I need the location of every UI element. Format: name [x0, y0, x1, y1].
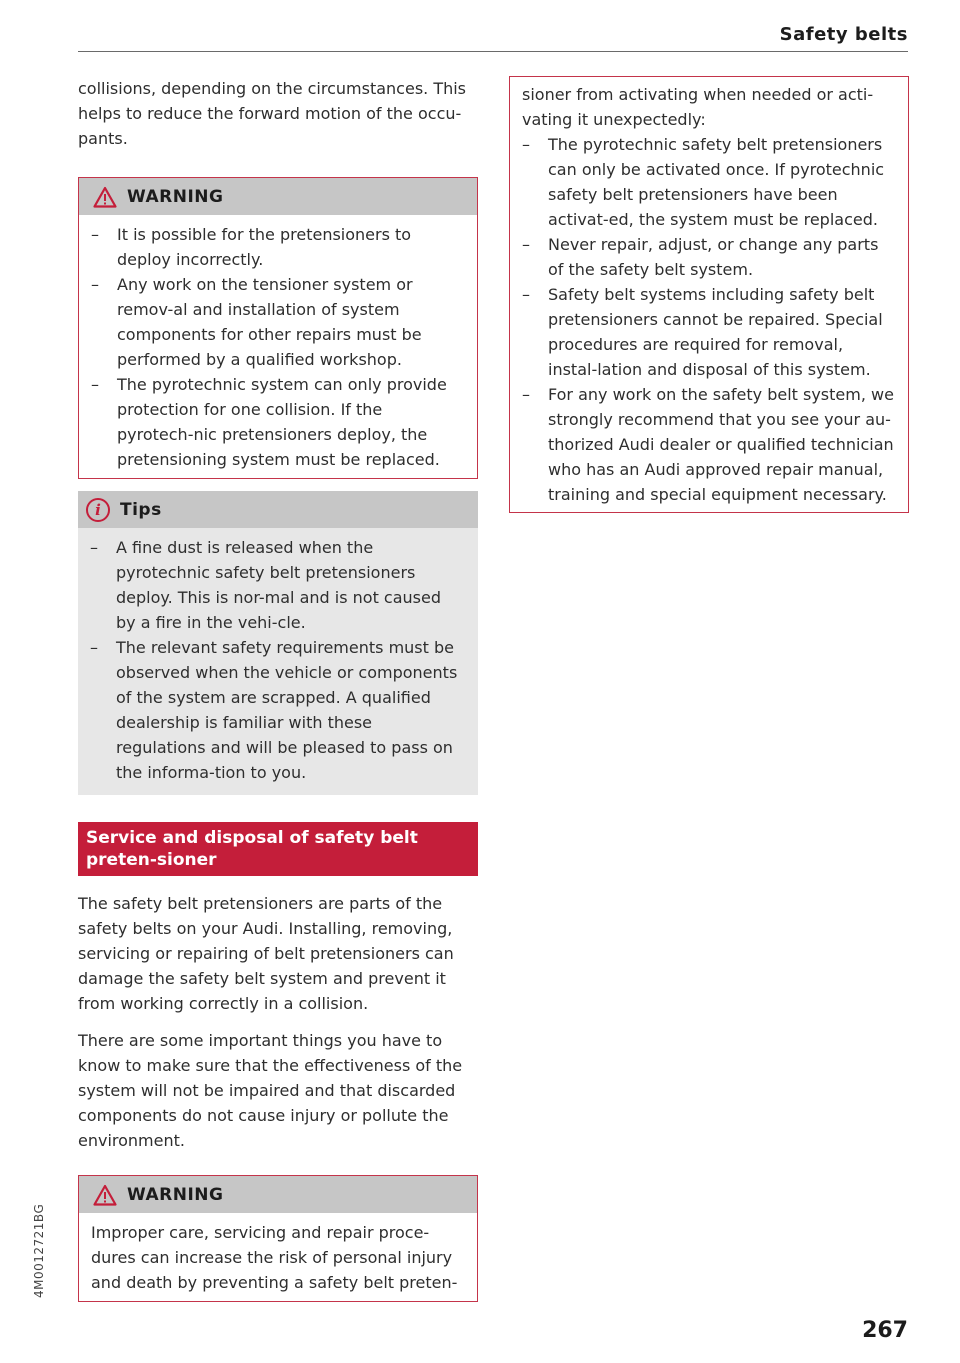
info-icon: i	[86, 498, 110, 522]
body-paragraph-1: The safety belt pretensioners are parts of the safety belts on your Audi. Installing, removing, servicing or repairing of belt pretensioners can damage the safety belt system and prevent it from working correctly in a collision.	[78, 894, 454, 1013]
warning-box-1-header	[79, 178, 477, 215]
tips-box-header	[78, 491, 478, 528]
tips-box-title: Tips	[120, 499, 162, 520]
intro-paragraph: collisions, depending on the circumstances. This helps to reduce the forward motion of the occu-pants.	[78, 79, 467, 148]
header-divider	[78, 51, 908, 52]
warning-continuation-text: sioner from activating when needed or acti-vating it unexpectedly:	[522, 85, 874, 129]
left-column	[78, 76, 478, 1302]
warning-box-2-text: Improper care, servicing and repair proce-dures can increase the risk of personal injury and death by preventing a safety belt preten-	[91, 1223, 458, 1292]
list-item: – Safety belt systems including safety belt pretensioners cannot be repaired. Special procedures are required for removal, instal-lation and disposal of this system.	[522, 282, 894, 382]
warning-triangle-icon	[93, 186, 117, 208]
document-code: 4M0012721BG	[32, 1203, 46, 1298]
page-number: 267	[862, 1318, 908, 1343]
right-column	[509, 76, 909, 513]
list-item: – Never repair, adjust, or change any parts of the safety belt system.	[522, 232, 894, 282]
list-item: – The pyrotechnic safety belt pretensioners can only be activated once. If pyrotechnic safety belt pretensioners have been activat-ed, the system must be replaced.	[522, 132, 894, 232]
tips-list	[90, 535, 464, 785]
tips-box	[78, 491, 478, 795]
warning-box-2-header	[79, 1176, 477, 1213]
warning-continued-list	[522, 132, 894, 507]
body-paragraph-2: There are some important things you have to know to make sure that the effectiveness of the system will not be impaired and that discarded components do not cause injury or pollute the environment.	[78, 1031, 463, 1150]
list-item: – The relevant safety requirements must be observed when the vehicle or components of the system are scrapped. A qualified dealership is familiar with these regulations and will be pleased to pass on the informa-tion to you.	[90, 635, 464, 785]
list-item: – The pyrotechnic system can only provide protection for one collision. If the pyrotech-nic pretensioners deploy, the pretensioning system must be replaced.	[91, 372, 463, 472]
tips-box-body	[78, 528, 478, 795]
warning-box-1-title: WARNING	[127, 186, 224, 207]
warning-box-continued	[509, 76, 909, 513]
warning-box-2-title: WARNING	[127, 1184, 224, 1205]
warning-box-1-body	[79, 215, 477, 478]
page-section-title: Safety belts	[779, 24, 908, 45]
warning-box-1	[78, 177, 478, 479]
list-item: – For any work on the safety belt system, we strongly recommend that you see your au-thorized Audi dealer or qualified technician who has an Audi approved repair manual, training and special equipment necessary.	[522, 382, 894, 507]
list-item: – Any work on the tensioner system or remov-al and installation of system components for other repairs must be performed by a qualified workshop.	[91, 272, 463, 372]
list-item: – A fine dust is released when the pyrotechnic safety belt pretensioners deploy. This is nor-mal and is not caused by a fire in the vehi-cle.	[90, 535, 464, 635]
warning-box-2-body	[79, 1213, 477, 1301]
warning-box-continued-body	[510, 77, 908, 512]
list-item: – It is possible for the pretensioners to deploy incorrectly.	[91, 222, 463, 272]
warning-box-2	[78, 1175, 478, 1302]
section-heading: Service and disposal of safety belt preten-sioner	[78, 822, 478, 876]
warning-triangle-icon	[93, 1184, 117, 1206]
warning-box-1-list	[91, 222, 463, 472]
